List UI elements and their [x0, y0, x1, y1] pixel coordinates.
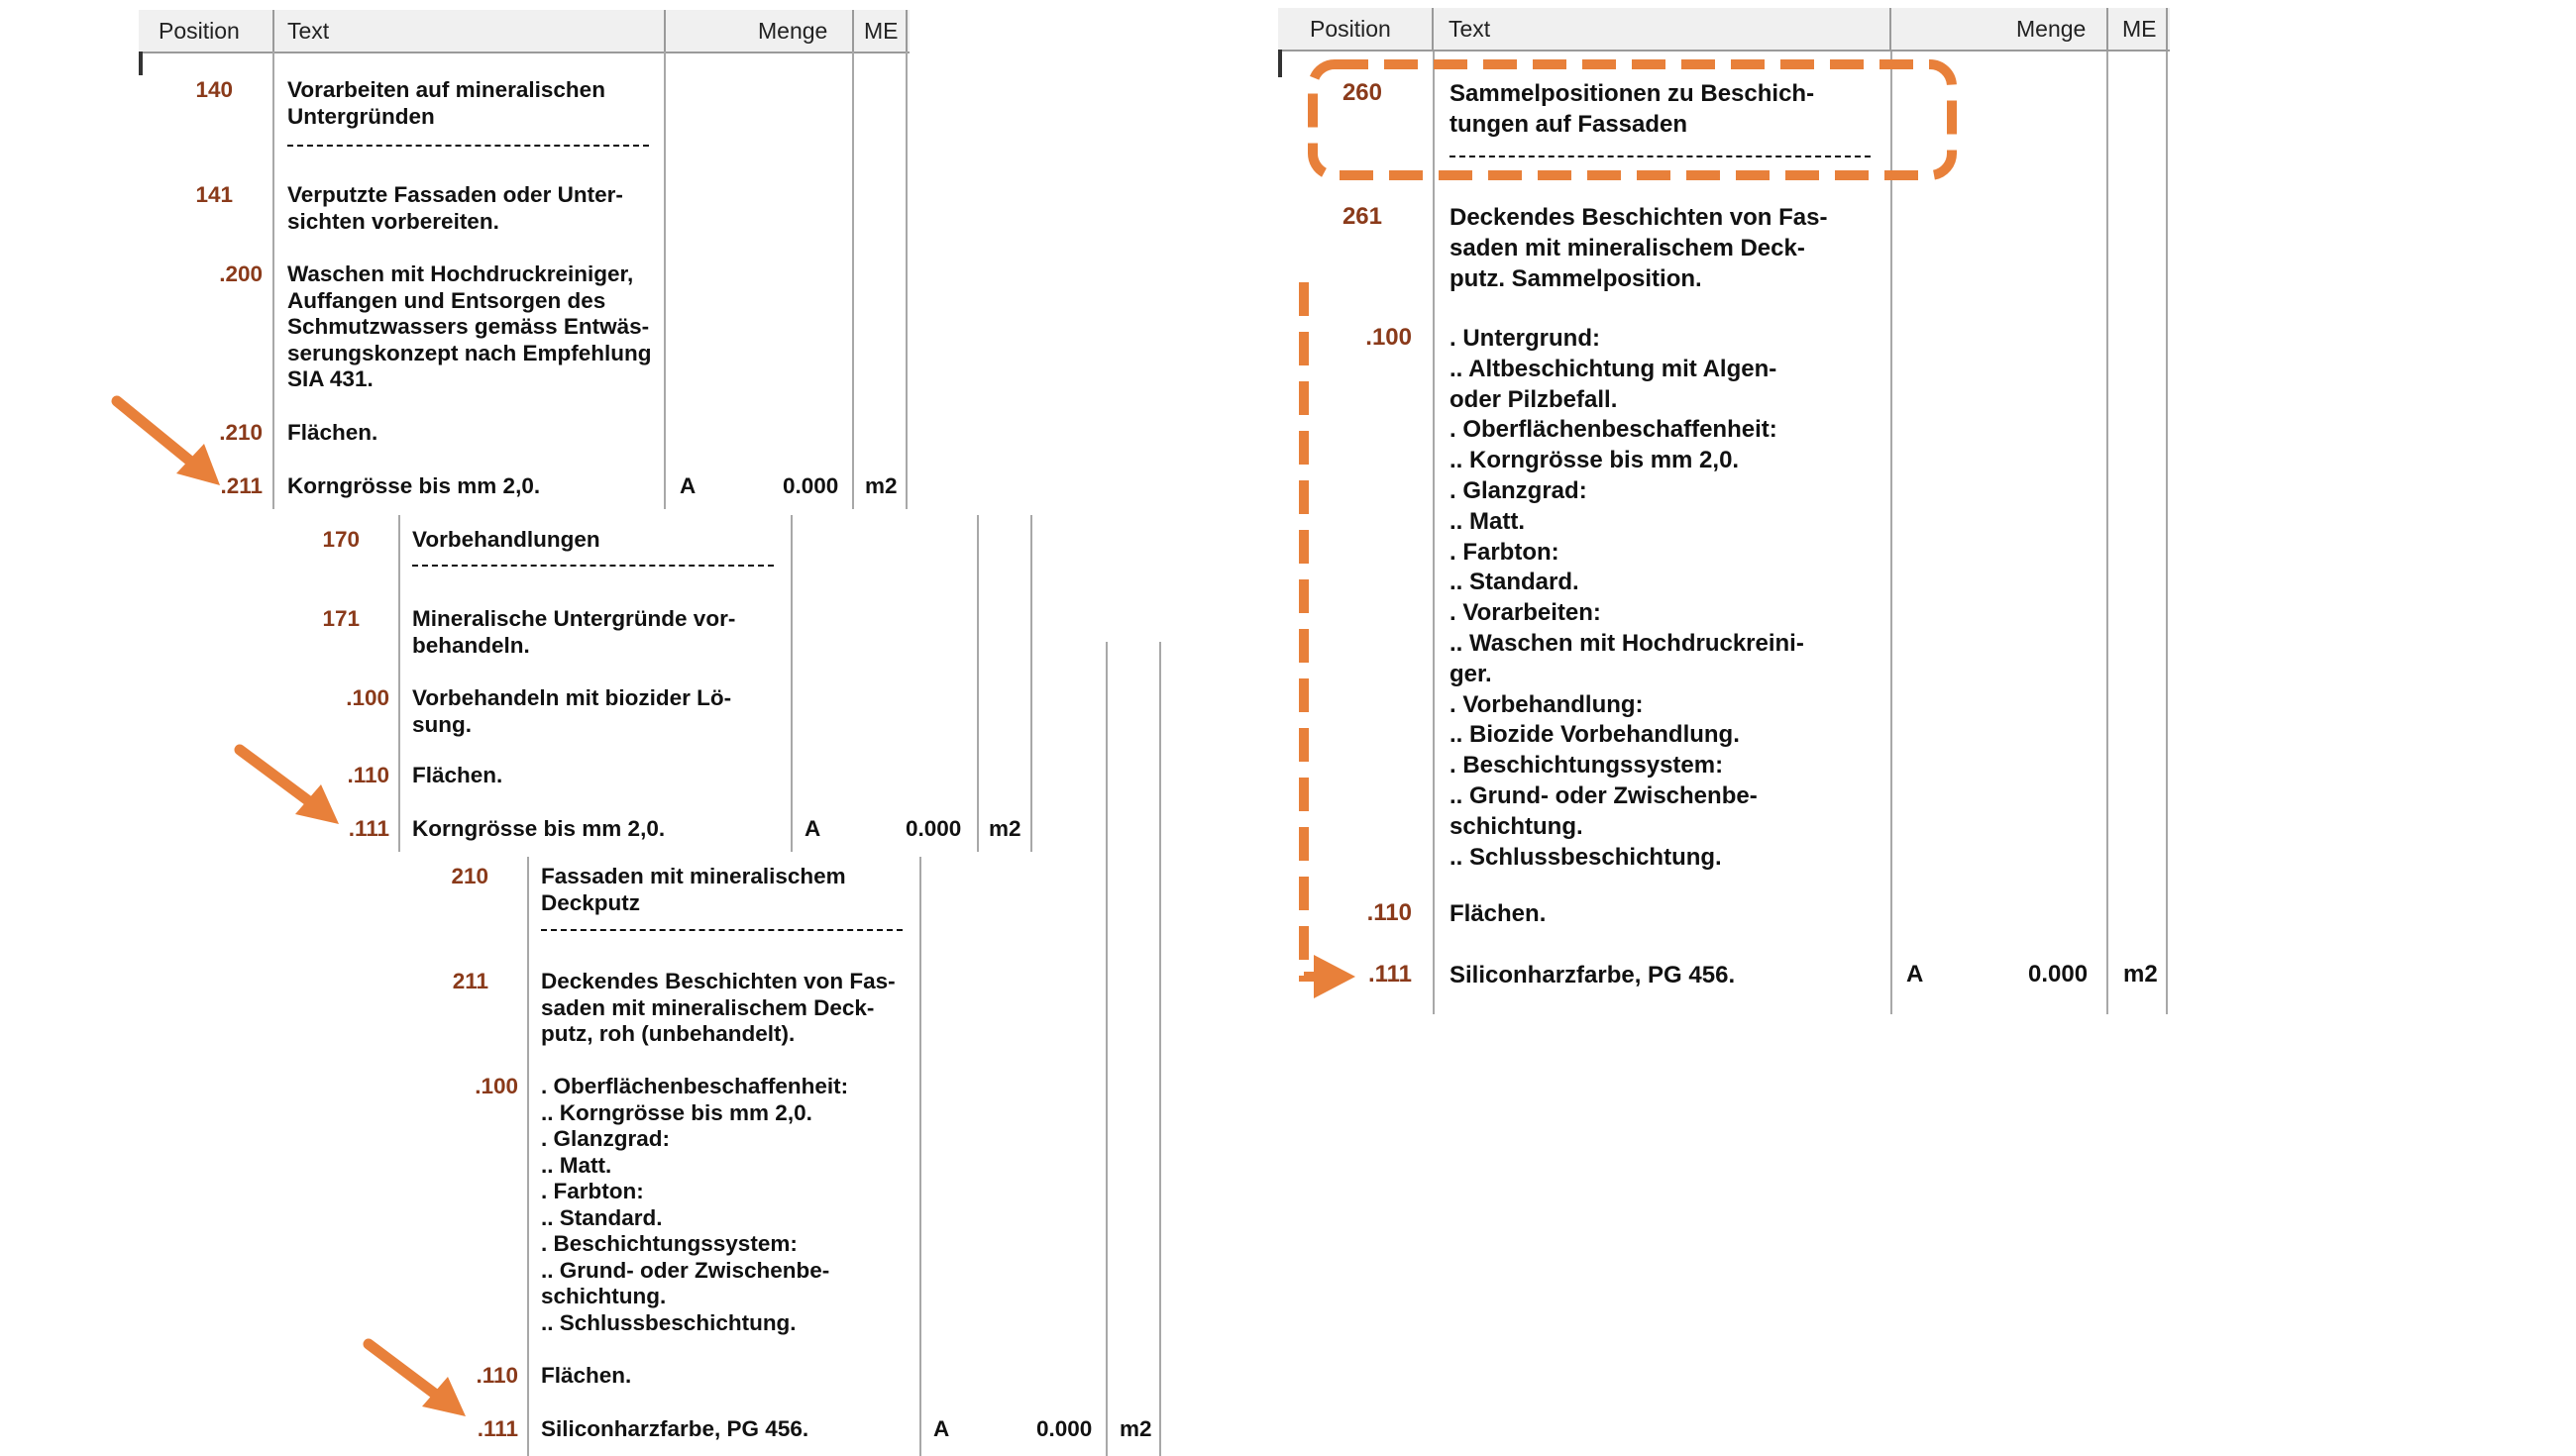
highlight-box	[1313, 64, 1952, 175]
position-number[interactable]: .110	[347, 763, 389, 787]
position-number[interactable]: .110	[476, 1363, 518, 1388]
arrow-icon	[240, 750, 339, 824]
position-number[interactable]: .200	[219, 261, 263, 286]
position-text: Verputzte Fassaden oder Unter- sichten vorbereiten.	[287, 182, 623, 234]
unit-value: m2	[989, 816, 1021, 841]
type-code: A	[1906, 961, 1924, 988]
position-text: Korngrösse bis mm 2,0.	[412, 816, 666, 841]
position-number[interactable]: 261	[1342, 203, 1382, 230]
position-number[interactable]: 260	[1342, 79, 1382, 106]
position-number[interactable]: .211	[220, 473, 263, 498]
position-number[interactable]: .100	[1365, 324, 1412, 351]
position-number[interactable]: .111	[348, 816, 389, 841]
quantity-value[interactable]: 0.000	[906, 816, 962, 841]
position-text: Sammelpositionen zu Beschich- tungen auf Fassaden	[1449, 80, 1815, 138]
position-number[interactable]: 171	[322, 606, 360, 631]
column-header-me[interactable]: ME	[864, 18, 899, 44]
position-text: Flächen.	[1449, 900, 1547, 927]
position-number[interactable]: 210	[451, 864, 488, 888]
type-code: A	[933, 1416, 950, 1441]
unit-value: m2	[865, 473, 898, 498]
position-text: Korngrösse bis mm 2,0.	[287, 473, 541, 498]
unit-value: m2	[2123, 961, 2158, 988]
position-number[interactable]: .100	[346, 685, 389, 710]
type-code: A	[805, 816, 821, 841]
column-header-position[interactable]: Position	[159, 18, 240, 44]
arrow-icon	[369, 1344, 466, 1416]
position-number[interactable]: 140	[195, 77, 233, 102]
position-number[interactable]: .210	[219, 420, 263, 445]
position-text: Vorbehandeln mit biozider Lö- sung.	[412, 685, 732, 737]
position-text: Flächen.	[541, 1363, 632, 1388]
quantity-value[interactable]: 0.000	[1036, 1416, 1093, 1441]
position-text: Deckendes Beschichten von Fas- saden mit mineralischem Deck- putz, roh (unbehandelt).	[541, 969, 896, 1046]
position-number[interactable]: .111	[1367, 961, 1412, 988]
quantity-value[interactable]: 0.000	[2028, 961, 2089, 988]
column-header-text[interactable]: Text	[1449, 16, 1491, 42]
position-number[interactable]: 211	[452, 969, 488, 993]
position-number[interactable]: .100	[475, 1074, 518, 1098]
column-header-me[interactable]: ME	[2122, 16, 2157, 42]
position-text: Fassaden mit mineralischem Deckputz	[541, 864, 846, 915]
column-header-text[interactable]: Text	[287, 18, 330, 44]
position-text: Siliconharzfarbe, PG 456.	[1449, 962, 1736, 988]
position-number[interactable]: 170	[322, 527, 360, 552]
position-text: Vorbehandlungen	[412, 527, 600, 552]
column-header-menge[interactable]: Menge	[758, 18, 828, 44]
type-code: A	[680, 473, 697, 498]
arrow-icon	[117, 401, 220, 485]
column-header-position[interactable]: Position	[1310, 16, 1391, 42]
position-text: Flächen.	[287, 420, 378, 445]
position-text: . Untergrund: .. Altbeschichtung mit Algen- oder Pilzbefall. . Oberflächenbeschaffenheit: .. Korngrösse bis mm 2,0. . Glanzgrad: .. Matt. . Farbton: .. Standard. . Vorarbeiten: .. Waschen mit Hochdruckreini- ger. . Vorbehandlung: .. Biozide Vorbehandlung. . Beschichtungssystem: .. Grund- oder Zwischenbe- schichtung. .. Schlussbeschichtung.	[1449, 325, 1804, 871]
connector-line	[1304, 282, 1323, 977]
position-text: Waschen mit Hochdruckreiniger, Auffangen und Entsorgen des Schmutzwassers gemäss Entwäs- serungskonzept nach Empfehlung SIA 431.	[287, 261, 652, 391]
arrow-icon	[1314, 955, 1355, 998]
position-text: Vorarbeiten auf mineralischen Untergründen	[287, 77, 605, 129]
position-text: . Oberflächenbeschaffenheit: .. Korngrösse bis mm 2,0. . Glanzgrad: .. Matt. . Farbton: .. Standard. . Beschichtungssystem: .. Grund- oder Zwischenbe- schichtung. .. Schlussbeschichtung.	[541, 1074, 849, 1335]
position-text: Mineralische Untergründe vor- behandeln.	[412, 606, 736, 658]
quantity-value[interactable]: 0.000	[783, 473, 839, 498]
column-header-menge[interactable]: Menge	[2016, 16, 2087, 42]
unit-value: m2	[1120, 1416, 1152, 1441]
position-text: Siliconharzfarbe, PG 456.	[541, 1416, 809, 1441]
position-text: Flächen.	[412, 763, 503, 787]
position-number[interactable]: .110	[1366, 899, 1412, 926]
position-text: Deckendes Beschichten von Fas- saden mit mineralischem Deck- putz. Sammelposition.	[1449, 204, 1828, 292]
position-number[interactable]: .111	[477, 1416, 518, 1441]
position-number[interactable]: 141	[195, 182, 233, 207]
